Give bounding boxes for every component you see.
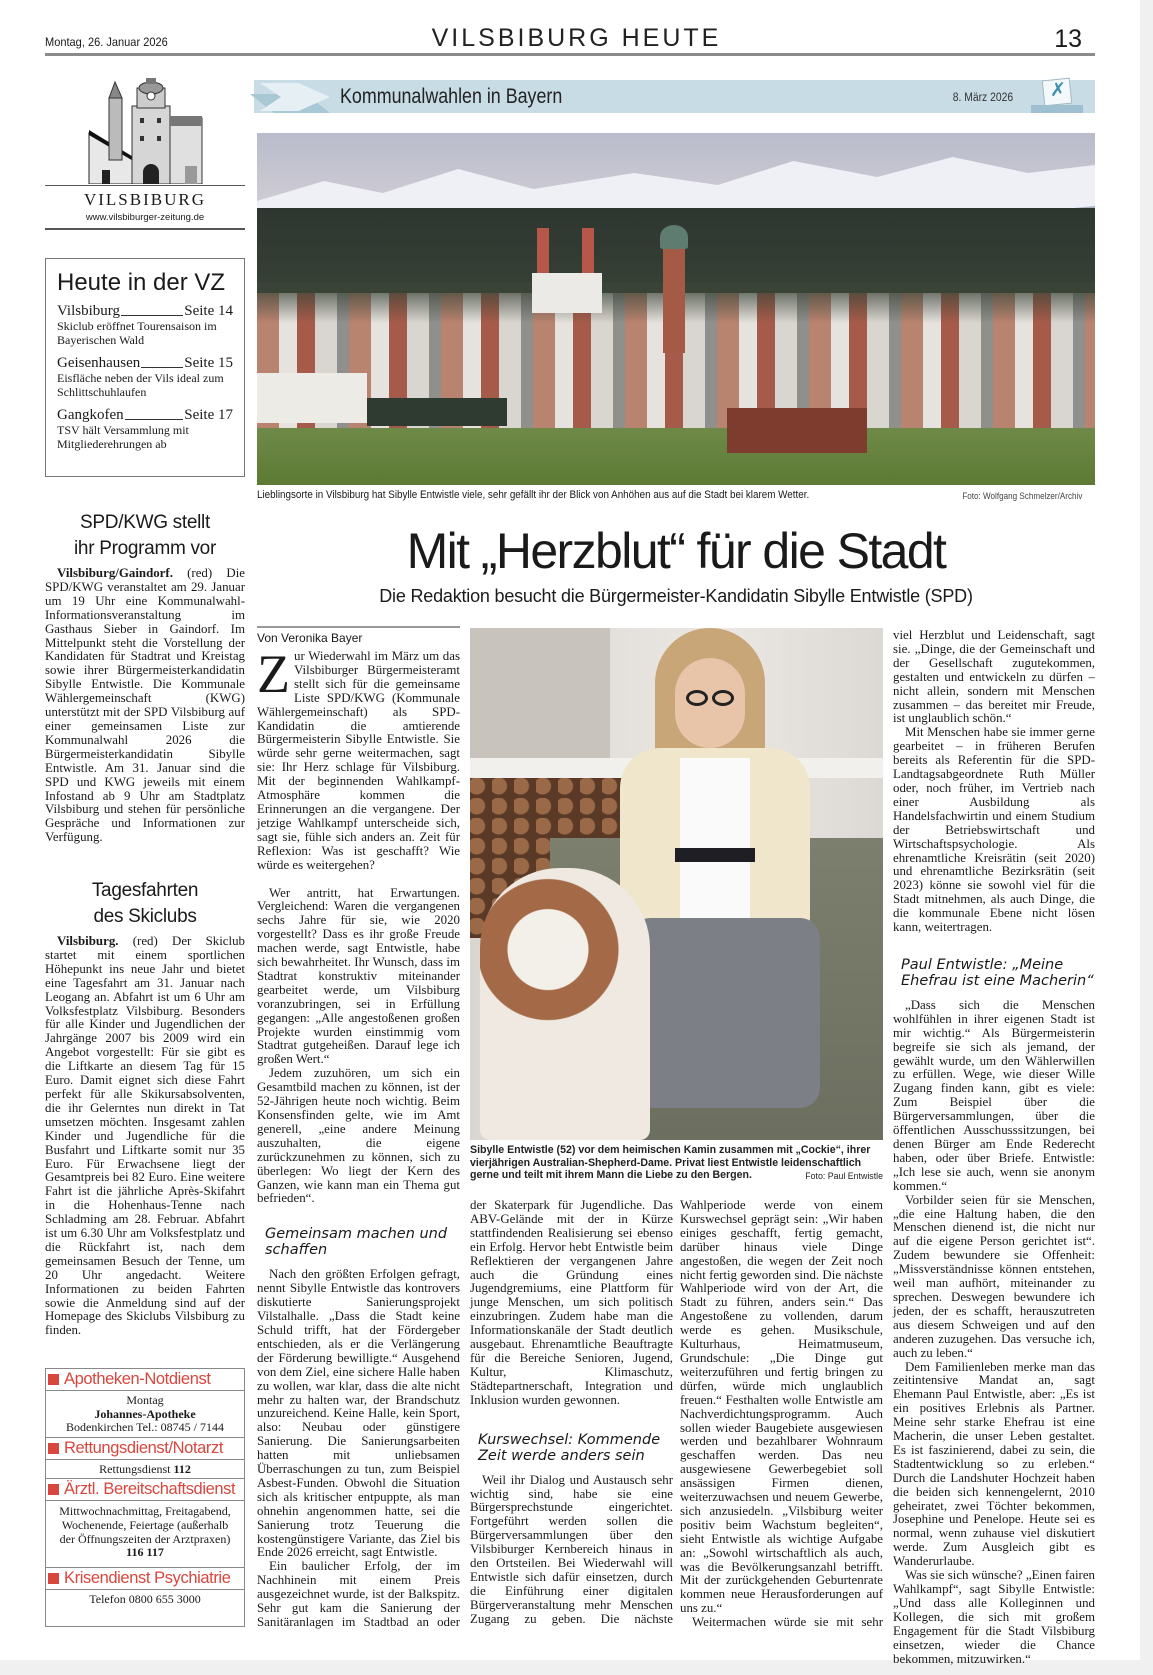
paragraph: Wer antritt, hat Erwartungen. Vergleichend: Waren die vergangenen sechs Jahre für sie, wie 2020 vorgestellt? Dass es ihr große Freude machen werde, sagt Entwistle, habe sich bewahrheitet. Ihr Wunsch, dass im Stadtrat konstruktiv miteinander gearbeitet werde, um Vilsbiburg voranzubringen, sei in Erfüllung gegangen: „Alle angestoßenen großen Projekte wurden einstimmig vom Stadtrat gutgeheißen. Darauf lege ich großen Wert.“ [257, 885, 460, 1067]
rescue-info: Rettungsdienst 112 [99, 1461, 191, 1476]
vz-item-page: Seite 15 [184, 355, 233, 371]
byline: Von Veronika Bayer [257, 631, 363, 645]
vz-item-desc: Skiclub eröffnet Tourensaison im Bayerischen Wald [57, 319, 217, 347]
vz-item-page: Seite 14 [184, 303, 233, 319]
emergency-heading: Apotheken-Notdienst [46, 1368, 244, 1391]
emergency-heading: Ärztl. Bereitschaftsdienst [46, 1478, 244, 1501]
vz-item-desc: TSV hält Versammlung mit Mitgliederehrungen ab [57, 423, 189, 451]
election-date: 8. März 2026 [952, 92, 1013, 104]
candidate-portrait-photo [470, 628, 883, 1140]
vz-item-place: Vilsbiburg [57, 303, 120, 319]
square-bullet-icon [48, 1484, 59, 1495]
paragraph: „Dass sich die Menschen wohlfühlen in ihrer eigenen Stadt ist mir wichtig.“ Als Bürgermeisterin begreife sie sich als jemand, der gewählt wurde, um den Wählerwillen zu erfüllen. Wege, wie dieser Wille Zugang finden kann, gibt es viele: Zum Beispiel über die Bürgerversammlungen, über die öffentlichen Ausschusssitzungen, bei denen Bürger am Ende Rederecht haben, oder über Briefe. Entwistle: „Ich lese sie auch, wenn sie anonym kommen.“ [893, 997, 1095, 1193]
pharmacy-info [46, 1391, 244, 1437]
emergency-heading: Krisendienst Psychiatrie [46, 1567, 244, 1590]
byline-divider [257, 626, 460, 628]
pharmacy-name: Johannes-Apotheke [94, 1406, 196, 1421]
caption-text: Sibylle Entwistle (52) vor dem heimischen Kamin zusammen mit „Cockie“, ihrer vierjährigen Australian-Shepherd-Dame. Privat liest Entwistle leidenschaftlich gerne und teilt mit ihrem Mann die Liebe zu den Bergen. [470, 1144, 871, 1182]
article-subheadline: Die Redaktion besucht die Bürgermeister-Kandidatin Sibylle Entwistle (SPD) [379, 586, 973, 606]
vz-item-place: Gangkofen [57, 407, 124, 423]
vz-item-desc: Eisfläche neben der Vils ideal zum Schlittschuhlaufen [57, 371, 224, 399]
paragraph: Was sie sich wünsche? „Einen fairen Wahlkampf“, sagt Sibylle Entwistle: „Und dass alle Kolleginnen und Kollegen, die sich mit großem Engagement für die Stadt Vilsbiburg einsetzen, wieder die Chance bekommen, mitzuwirken.“ [893, 1568, 1095, 1666]
vz-item-page: Seite 17 [184, 407, 233, 423]
vz-box-title: Heute in der VZ [57, 269, 226, 296]
square-bullet-icon [48, 1443, 59, 1454]
ski-headline [45, 878, 245, 930]
newspaper-logo [45, 78, 245, 230]
doctor-number: 116 117 [126, 1545, 164, 1560]
ballot-box-icon: ✗ [1037, 79, 1077, 113]
article-column-4 [893, 629, 1095, 1666]
article-column-3 [680, 1199, 883, 1630]
paragraph: Weitermachen würde sie mit sehr [692, 1615, 883, 1630]
paragraph: Mit Menschen habe sie immer gerne gearbeitet – in früheren Berufen bereits als Referentin für die SPD-Landtagsabgeordnete Ruth Müller oder, noch früher, im Vertrieb nach einer Ausbildung als Handelsfachwirtin und einem Studium der Betriebswirtschaft und Wirtschaftspsychologie. Als ehrenamtliche Kreisrätin (seit 2020) und ehrenamtliche Bezirksrätin (seit 2023) könne sie sowohl viel für die Stadt mitnehmen, als auch Dinge, die die kommunale Ebene nicht lösen kann, weitertragen. [893, 725, 1095, 935]
paragraph: ur Wiederwahl im März um das Vilsbiburger Bürgermeisteramt stellt sich für die gemeinsame Liste SPD/KWG (Kommunale Wählergemeinschaft) als SPD-Kandidatin die amtierende Bürgermeisterin Sibylle Entwistle. Sie würde sehr gerne weitermachen, sagt sie: Ihr Herz schlage für Vilsbiburg. Mit der beginnenden Wahlkampf-Atmosphäre kommen die Erinnerungen an die vergangene. Der jetzige Wahlkampf unterscheide sich, sagt sie, fühle sich anders an. Zeit für Reflexion: Was ist geschafft? Wie würde es weitergehen? [257, 649, 460, 872]
dateline: Vilsbiburg/Gaindorf. [57, 566, 173, 580]
paragraph: viel Herzblut und Leidenschaft, sagt sie. „Dinge, die der Gemeinschaft und der Gesellschaft zugutekommen, gestalten und entwickeln zu dürfen – nicht allein, sondern mit Menschen zusammen – das bereitet mir Freude, ist unglaublich schön.“ [893, 628, 1095, 726]
photo-credit: Foto: Paul Entwistle [805, 1171, 883, 1182]
photo-caption: Lieblingsorte in Vilsbiburg hat Sibylle Entwistle viele, sehr gefällt ihr der Blick von Anhöhen aus auf die Stadt bei klarem Wetter. [257, 489, 810, 501]
article-headline: Mit „Herzblut“ für die Stadt [406, 523, 946, 579]
logo-town-name: VILSBIBURG [83, 190, 206, 209]
banner-title: Kommunalwahlen in Bayern [340, 85, 563, 108]
article-column-1 [257, 644, 460, 1630]
today-in-vz-box [45, 258, 245, 477]
ski-body: (red) Der Skiclub startet mit einem sportlichen Höhepunkt ins neue Jahr und bietet eine Tagesfahrt am 31. Januar nach Leogang an. Abfahrt ist um 6 Uhr am Volksfestplatz Vilsbiburg. Besonders für alle Kinder und Jugendlichen der Jahrgänge 2007 bis 2009 wird ein Angebot vorgestellt: Für sie gibt es die Liftkarte an diesem Tag für 15 Euro. Damit eignet sich diese Fahrt perfekt für alle Skikursabsolventen, die ihr Gelerntes nun direkt in Tat umsetzen möchten. Insgesamt zahlen Kinder und Jugendliche für die Busfahrt und Liftkarte somit nur 35 Euro. Für Erwachsene liegt der Gesamtpreis bei 82 Euro. Eine weitere Fahrt ist die jährliche Après-Skifahrt in die Hohenhaus-Tenne nach Schladming am 28. Februar. Abfahrt ist um 6.30 Uhr am Volksfestplatz und die Rückfahrt ist, nach dem gemeinsamen Besuch der Tenne, um 20 Uhr angedacht. Weitere Informationen zu beiden Fahrten sowie die Anmeldung sind auf der Homepage des Skiclubs Vilsbiburg zu finden. [45, 934, 245, 1338]
paragraph: Jedem zuzuhören, um sich ein Gesamtbild machen zu können, ist der 52-Jährigen heute noch wichtig. Beim Konsensfinden gelte, wie im Amt generell, „eine andere Meinung auszuhalten, die eigene zurückzunehmen zu können, sich zu überlegen: Wo liegt der Kern des Ganzen, wie kann man ein Thema gut befrieden“. [257, 1066, 460, 1206]
page-number: 13 [1054, 25, 1082, 53]
header-divider [45, 53, 1095, 56]
doctor-info [46, 1501, 244, 1563]
town-landscape-photo [257, 133, 1095, 485]
vz-item [57, 355, 233, 399]
paragraph: Wahlperiode werde von einem Kurswechsel geprägt sein: „Wir haben einiges geschafft, fertig gemacht, darüber hinaus viele Dinge angestoßen, die wegen der Zeit noch nicht fertig geworden sind. Die nächste Wahlperiode wird von der Art, die Stadt zu führen, anders sein.“ Das Angestoßene zu vollenden, darum werde es gehen. Musikschule, Kulturhaus, Heimatmuseum, Grundschule: „Die Dinge gut weiterzuführen und fertig bringen zu dürfen, würde mich unglaublich freuen.“ Festhalten wolle Entwistle am Nachverdichtungsprogramm. Auch sollen wieder Baugebiete ausgewiesen werden und bezahlbarer Wohnraum geschaffen werden. Das neu ausgewiesene Gewerbegebiet soll ansässigen Firmen dienen, weiterzuwachsen und neuem Gewerbe, sich anzusiedeln. „Vilsbiburg weiter positiv beim Wachstum begleiten“, sieht Entwistle als wichtige Aufgabe an: „Sowohl wirtschaftlich als auch, was die Bevölkerungsanzahl betrifft. Mit der zurückgehenden Geburtenrate kommen neue Herausforderungen auf uns zu.“ [680, 1198, 883, 1616]
subheading: Kurswechsel: Kommende Zeit werde anders sein [478, 1431, 661, 1464]
emergency-services-box [45, 1368, 245, 1627]
paragraph: Ein baulicher Erfolg, der im Nachhinein mit einem Preis ausgezeichnet wurde, ist der Balkspitz. Sehr gut kam die Sanierung der Sanitäranlagen im Stadtbad an oder [257, 1559, 460, 1629]
spd-headline [45, 510, 245, 562]
spd-headline-line: SPD/KWG stellt [80, 512, 210, 533]
doctor-hours: Mittwochnachmittag, Freitagabend, Wochenende, Feiertage (außerhalb der Öffnungszeiten der Arztpraxen) [59, 1504, 231, 1546]
spd-article-text [45, 567, 245, 845]
paragraph: Nach den größten Erfolgen gefragt, nennt Sibylle Entwistle das kontrovers diskutierte Sanierungsprojekt Vilstalhalle. „Dass die Stadt keine Schuld trifft, hat der Fördergeber entschieden, als er die Verlängerung der Förderung bewilligte.“ Ausgehend von dem Ziel, eine sichere Halle haben zu wollen, war klar, dass die alte nicht mehr zu halten war, der Brandschutz unzureichend. Keine Halle, kein Sport, also: Neubau oder günstigere Sanierung. Die Sanierungsarbeiten hatten mit unliebsamen Überraschungen zu tun, zum Beispiel Asbest-Funden. Obwohl die Situation sich als kritischer entpuppte, als man ohnehin angenommen hatte, sei die Sanierung trotz Teuerung die kostengünstigere Variante, das Ziel bis Ende 2026 erreicht, sagt Entwistle. [257, 1267, 460, 1560]
paragraph: Vorbilder seien für sie Menschen, „die eine Haltung haben, die den Menschen dienend ist, die nicht nur auf die eigene Person gerichtet ist“. Zudem bewundere sie Offenheit: „Missverständnisse können entstehen, weil man aufhört, miteinander zu sprechen. Deswegen bewundere ich jeden, der es schafft, herauszutreten aus diesem Schweigen und auf den anderen zuzugehen. Das versuche ich, auch zu leben.“ [893, 1192, 1095, 1360]
spd-headline-line: ihr Programm vor [74, 538, 216, 559]
paragraph: Dem Familienleben merke man das zeitintensive Mandat an, sagt Ehemann Paul Entwistle, aber: „Es ist ein positives Erlebnis als Partner. Meine sehr starke Ehefrau ist eine Macherin, die unser Leben gestaltet. Es ist faszinierend, dabei zu sein, die Stadtentwicklung so zu erleben.“ Durch die Landshuter Hochzeit haben die beiden sich kennengelernt, 2010 geheiratet, zwei Töchter bekommen, Josephine und Penelope. Heute sei es normal, wenn zuhause viel diskutiert werde. Zum Ausgleich gibt es Wanderurlaube. [893, 1359, 1095, 1569]
vz-item-place: Geisenhausen [57, 355, 141, 371]
rescue-number: 112 [173, 1461, 191, 1476]
website-url: www.vilsbiburger-zeitung.de [85, 212, 205, 223]
dateline: Vilsbiburg. [57, 934, 119, 948]
vz-item [57, 407, 233, 451]
ski-headline-line: Tagesfahrten [91, 880, 199, 901]
pharmacy-day: Montag [126, 1393, 164, 1407]
emergency-heading: Rettungsdienst/Notarzt [46, 1437, 244, 1460]
election-banner [254, 80, 1095, 113]
section-title: VILSBIBURG HEUTE [431, 24, 722, 52]
paragraph: der Skaterpark für Jugendliche. Das ABV-Gelände mit der in Kürze stattfindenden Realisierung sei ebenso ein Erfolg. Hervor hebt Entwistle beim Reflektieren der vergangenen Jahre auch die Gründung eines Jugendgremiums, eine Plattform für junge Menschen, um sich politisch einzubringen. Zudem habe man die Informationskanäle der Stadt deutlich ausgebaut. Ehrenamtliche Beauftragte für die Bereiche Senioren, Jugend, Kultur, Klimaschutz, Städtepartnerschaft, Integration und Inklusion wurden gewonnen. [470, 1198, 673, 1407]
pharmacy-phone: Bodenkirchen Tel.: 08745 / 7144 [66, 1420, 224, 1435]
crisis-info: Telefon 0800 655 3000 [89, 1591, 201, 1606]
subheading: Gemeinsam machen und schaffen [265, 1226, 448, 1259]
portrait-caption [470, 1144, 883, 1183]
town-gate-icon [45, 78, 245, 184]
spd-body: (red) Die SPD/KWG veranstaltet am 29. Januar um 19 Uhr eine Kommunalwahl-Informationsveranstaltung im Gasthaus Sieber in Gaindorf. Im Mittelpunkt steht die Vorstellung der Kandidaten für Stadtrat und Kreistag sowie ihrer Bürgermeisterkandidatin Sibylle Entwistle. Die Kommunale Wählergemeinschaft (KWG) unterstützt mit der SPD Vilsbiburg auf einer gemeinsamen Liste zur Kommunalwahl 2026 die Bürgermeisterkandidatin Sibylle Entwistle. Am 31. Januar sind die SPD und KWG jeweils mit einem Infostand ab 9 Uhr am Stadtplatz Vilsbiburg und stehen für persönliche Gespräche und Informationen zur Verfügung. [45, 566, 245, 845]
issue-date: Montag, 26. Januar 2026 [45, 35, 168, 49]
vz-item [57, 303, 233, 347]
paragraph: Weil ihr Dialog und Austausch sehr wichtig sind, habe sie eine Bürgersprechstunde eingerichtet. Fortgeführt werden sollen die Bürgerversammlungen über den Vilsbiburger Kernbereich hinaus in den Ortsteilen. Bei Wiederwahl will Entwistle sich dafür einsetzen, durch die Einführung einer digitalen Bürgerveranstaltung mehr Menschen Zugang zu geben. Die nächste [470, 1472, 673, 1626]
ski-article-text [45, 935, 245, 1338]
photo-credit: Foto: Wolfgang Schmelzer/Archiv [961, 491, 1082, 501]
square-bullet-icon [48, 1573, 59, 1584]
article-column-2 [470, 1199, 673, 1627]
square-bullet-icon [48, 1374, 59, 1385]
ski-headline-line: des Skiclubs [93, 906, 197, 927]
subheading: Paul Entwistle: „Meine Ehefrau ist eine Macherin“ [901, 956, 1094, 989]
drop-cap: Z [257, 644, 290, 704]
